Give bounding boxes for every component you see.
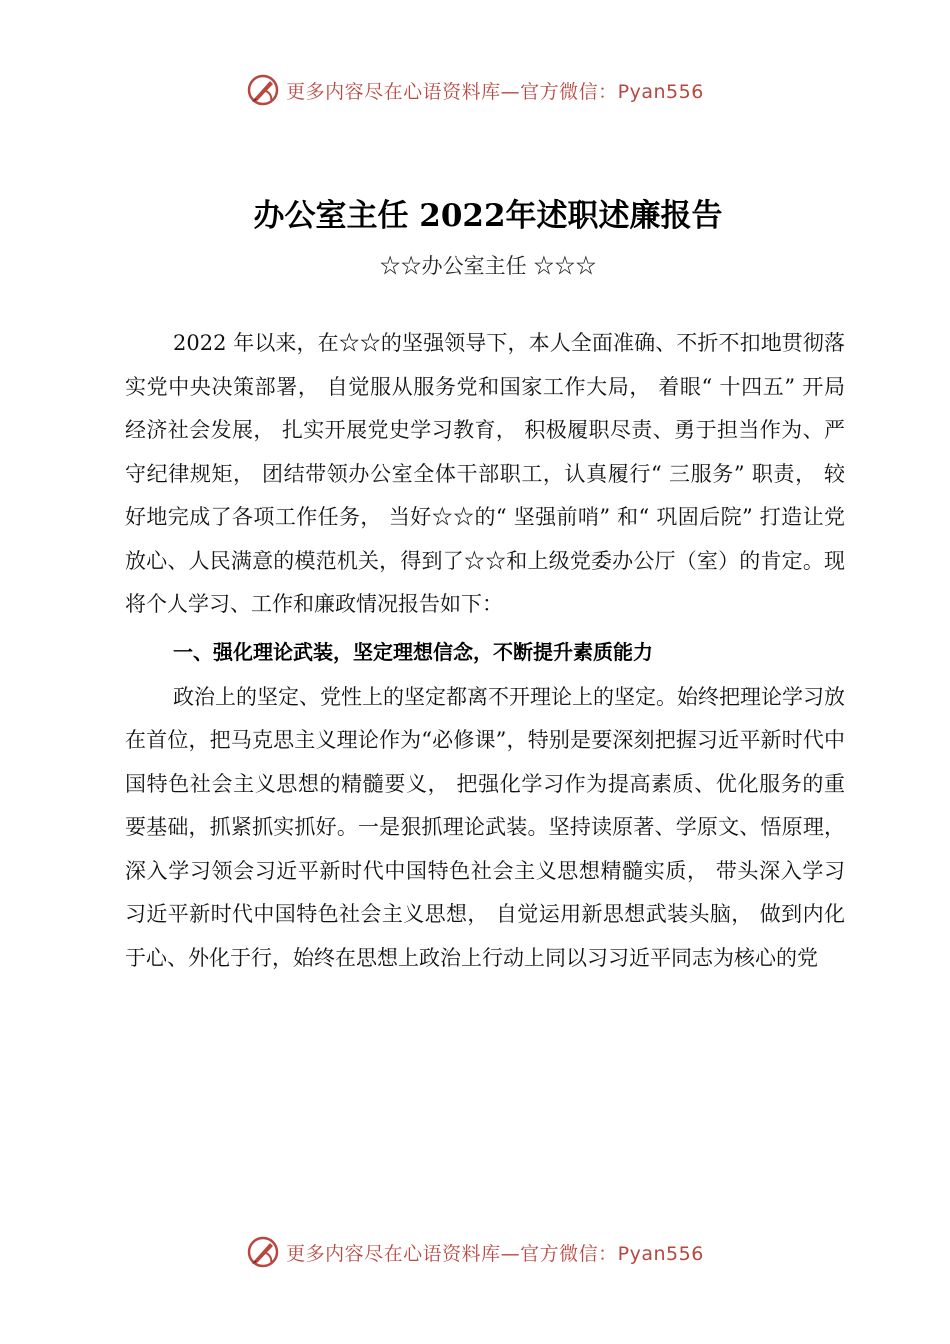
intro-paragraph: 2022 年以来，在☆☆的坚强领导下，本人全面准确、不折不扣地贯彻落实党中央决策部署， 自觉服从服务党和国家工作大局， 着眼“ 十四五” 开局经济社会发展， 扎实开展党史学习教育， 积极履职尽责、勇于担当作为、严守纪律规矩， 团结带领办公室全体干部职工，认真履行“ 三服务” 职责， 较好地完成了各项工作任务， 当好☆☆的“ 坚强前哨” 和“ 巩固后院” 打造让党放心、人民满意的模范机关，得到了☆☆和上级党委办公厅（室）的肯定。现将个人学习、工作和廉政情况报告如下： xyxy=(125,331,845,616)
document-title: 办公室主任 2022年述职述廉报告 xyxy=(253,198,723,234)
section-heading: 一、强化理论武装，坚定理想信念，不断提升素质能力 xyxy=(173,639,653,664)
section-paragraph: 政治上的坚定、党性上的坚定都离不开理论上的坚定。始终把理论学习放在首位，把马克思主义理论作为“必修课”，特别是要深刻把握习近平新时代中国特色社会主义思想的精髓要义， 把强化学习作为提高素质、优化服务的重要基础，抓紧抓实抓好。一是狠抓理论武装。坚持读原著、学原文、悟原理， 深入学习领会习近平新时代中国特色社会主义思想精髓实质， 带头深入学习习近平新时代中国特色社会主义思想， 自觉运用新思想武装头脑， 做到内化于心、外化于行，始终在思想上政治上行动上同以习习近平同志为核心的党 xyxy=(125,684,845,970)
document-author: ☆☆办公室主任 ☆☆☆ xyxy=(379,254,597,278)
document-body xyxy=(125,322,845,980)
pen-quill-logo-icon xyxy=(246,73,280,107)
watermark-text: 更多内容尽在心语资料库—官方微信：Pyan556 xyxy=(286,1242,704,1265)
top-watermark-banner xyxy=(0,70,950,110)
pen-quill-logo-icon xyxy=(246,1235,280,1269)
bottom-watermark-banner xyxy=(0,1232,950,1272)
watermark-text: 更多内容尽在心语资料库—官方微信：Pyan556 xyxy=(286,80,704,103)
